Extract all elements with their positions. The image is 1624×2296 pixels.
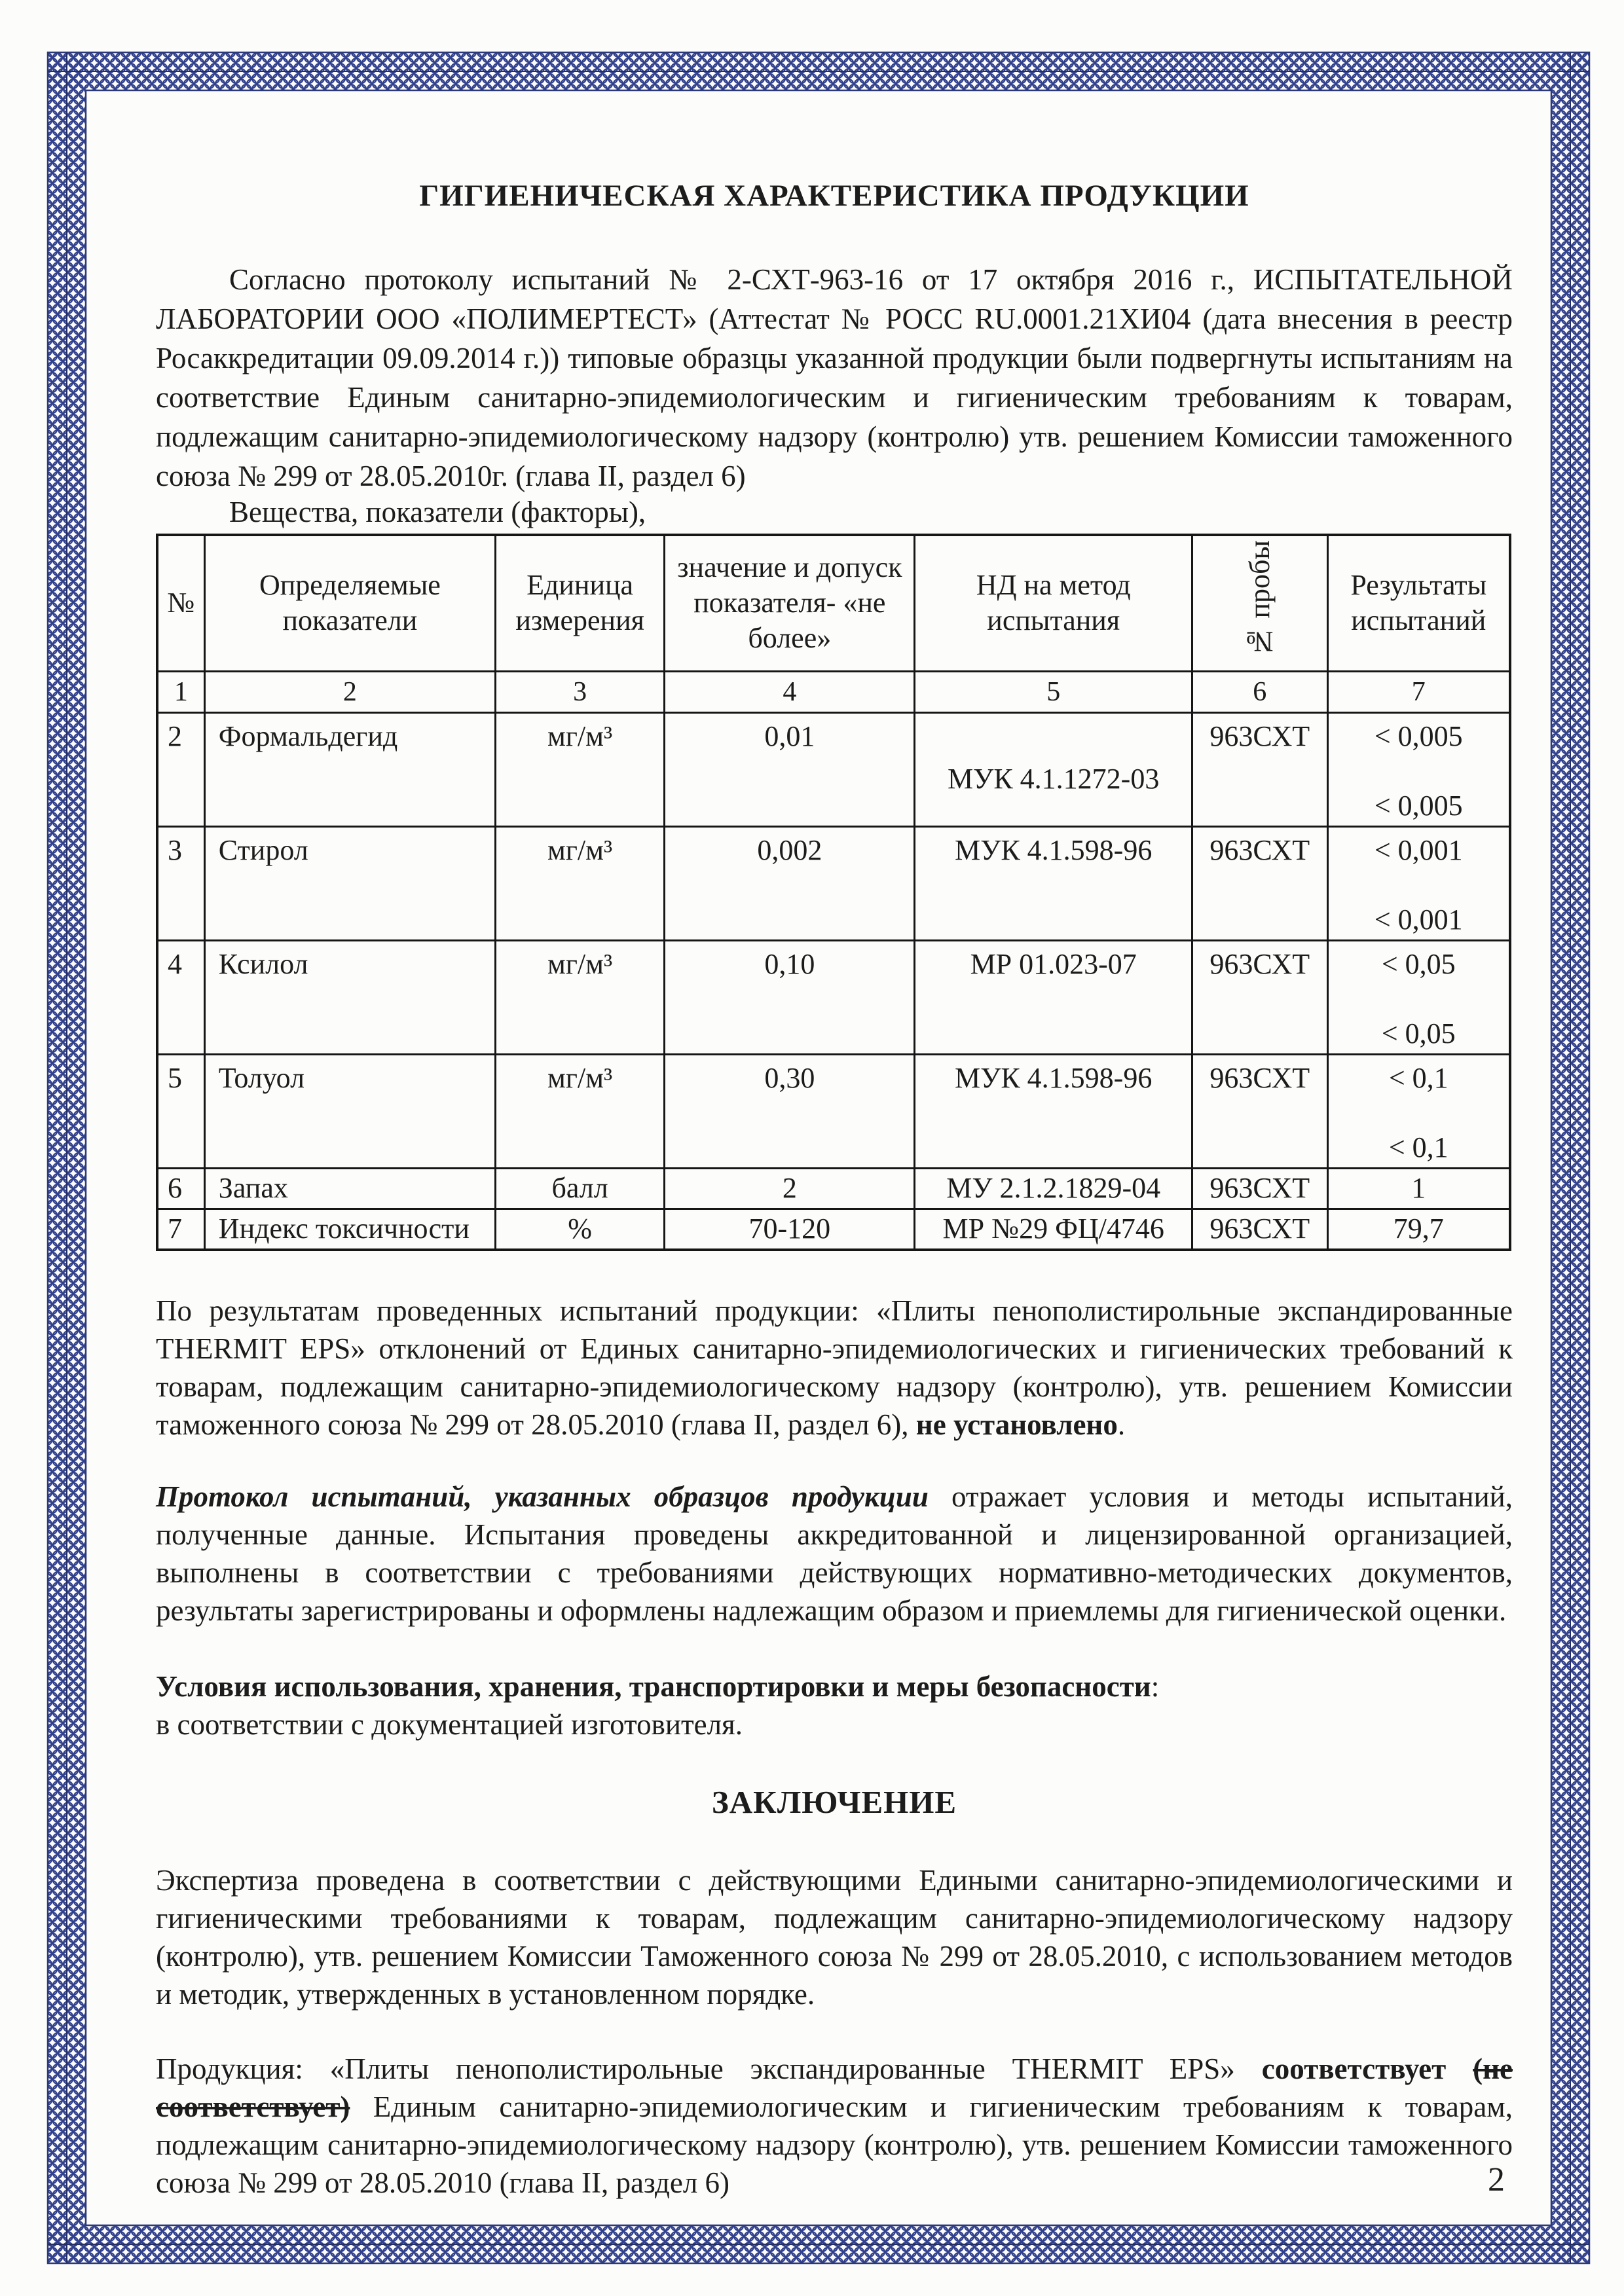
col-number: 3 — [495, 671, 664, 712]
row-substance: Запах — [204, 1168, 495, 1209]
result-value: < 0,001 — [1374, 833, 1463, 866]
row-results — [1327, 712, 1510, 826]
results-paragraph — [156, 1292, 1513, 1444]
conditions-colon: : — [1151, 1669, 1160, 1703]
row-limit: 70-120 — [665, 1209, 915, 1250]
table-row — [157, 1209, 1510, 1250]
protocol-lead: Протокол испытаний, указанных образцов продукции — [156, 1480, 929, 1513]
row-limit: 0,10 — [665, 940, 915, 1054]
row-index: 2 — [157, 712, 204, 826]
row-sample: 963СХТ — [1192, 1168, 1327, 1209]
protocol-rest: отражает условия и методы испытаний, полученные данные. Испытания проведены аккредитованной и лицензированной организацией, выполнены в соответствии с требованиями действующих нормативно-методических документов, результаты зарегистрированы и оформлены надлежащим образом и приемлемы для гигиенической оценки. — [156, 1480, 1513, 1627]
row-substance: Стирол — [204, 826, 495, 940]
conditions-line: в соответствии с документацией изготовителя. — [156, 1707, 743, 1741]
vertical-label: № пробы — [1243, 540, 1276, 658]
protocol-paragraph — [156, 1478, 1513, 1630]
row-unit: мг/м³ — [495, 826, 664, 940]
row-unit: мг/м³ — [495, 940, 664, 1054]
page-number: 2 — [1488, 2161, 1505, 2198]
row-unit: % — [495, 1209, 664, 1250]
col-number: 5 — [915, 671, 1192, 712]
results-table — [156, 534, 1511, 1251]
results-text: По результатам проведенных испытаний продукции: «Плиты пенополистирольные экспандированные THERMIT EPS» отклонений от Единых санитарно-эпидемиологических и гигиенических требований к товарам, подлежащим санитарно-эпидемиологическому надзору (контролю), утв. решением Комиссии таможенного союза № 299 от 28.05.2010 (глава II, раздел 6), — [156, 1294, 1513, 1441]
row-substance: Ксилол — [204, 940, 495, 1054]
table-row — [157, 826, 1510, 940]
header-unit: Единица измерения — [495, 535, 664, 671]
product-text: Продукция: «Плиты пенополистирольные экспандированные THERMIT EPS» — [156, 2052, 1262, 2085]
result-value: < 0,1 — [1388, 1131, 1449, 1163]
col-number: 1 — [157, 671, 204, 712]
row-limit: 0,30 — [665, 1054, 915, 1168]
column-number-row — [157, 671, 1510, 712]
table-row — [157, 940, 1510, 1054]
results-bold: не установлено — [915, 1408, 1118, 1441]
row-results — [1327, 826, 1510, 940]
row-results — [1327, 940, 1510, 1054]
intro-paragraph: Согласно протоколу испытаний № 2-СХТ-963-16 от 17 октября 2016 г., ИСПЫТАТЕЛЬНОЙ ЛАБОРАТОРИИ ООО «ПОЛИМЕРТЕСТ» (Аттестат № РОСС RU.0001.21ХИ04 (дата внесения в реестр Росаккредитации 09.09.2014 г.)) типовые образцы указанной продукции были подвергнуты испытаниям на соответствие Единым санитарно-эпидемиологическим и гигиеническим требованиям к товарам, подлежащим санитарно-эпидемиологическому надзору (контролю) утв. решением Комиссии таможенного союза № 299 от 28.05.2010г. (глава II, раздел 6) — [156, 263, 1513, 492]
header-sample-number — [1192, 535, 1327, 671]
result-value: < 0,005 — [1374, 789, 1463, 822]
table-caption: Вещества, показатели (факторы), — [229, 496, 646, 528]
row-substance: Формальдегид — [204, 712, 495, 826]
row-sample: 963СХТ — [1192, 940, 1327, 1054]
row-index: 6 — [157, 1168, 204, 1209]
row-unit: мг/м³ — [495, 1054, 664, 1168]
header-limit: значение и допуск показателя- «не более» — [665, 535, 915, 671]
conclusion-heading: ЗАКЛЮЧЕНИЕ — [711, 1783, 957, 1820]
row-index: 3 — [157, 826, 204, 940]
results-tail: . — [1117, 1408, 1126, 1441]
table-row — [157, 1168, 1510, 1209]
table-row — [157, 712, 1510, 826]
header-method: НД на метод испытания — [915, 535, 1192, 671]
header-index: № — [157, 535, 204, 671]
document-body — [156, 178, 1513, 2202]
conditions-paragraph — [156, 1667, 1513, 1743]
conditions-heading: Условия использования, хранения, транспортировки и меры безопасности — [156, 1669, 1151, 1703]
result-value: < 0,05 — [1381, 1017, 1456, 1049]
product-bold: соответствует — [1261, 2052, 1447, 2085]
result-value: < 0,005 — [1374, 720, 1463, 752]
row-method: МУК 4.1.598-96 — [915, 1054, 1192, 1168]
row-limit: 2 — [665, 1168, 915, 1209]
col-number: 4 — [665, 671, 915, 712]
row-index: 4 — [157, 940, 204, 1054]
page-title: ГИГИЕНИЧЕСКАЯ ХАРАКТЕРИСТИКА ПРОДУКЦИИ — [419, 179, 1249, 213]
header-substance: Определяемые показатели — [204, 535, 495, 671]
col-number: 2 — [204, 671, 495, 712]
product-struck: (не соответствует) — [156, 2052, 1513, 2123]
row-sample: 963СХТ — [1192, 1209, 1327, 1250]
result-value: < 0,1 — [1388, 1061, 1449, 1094]
row-limit: 0,01 — [665, 712, 915, 826]
col-number: 7 — [1327, 671, 1510, 712]
row-unit: мг/м³ — [495, 712, 664, 826]
row-method: МР 01.023-07 — [915, 940, 1192, 1054]
result-value: < 0,001 — [1374, 903, 1463, 936]
row-sample: 963СХТ — [1192, 1054, 1327, 1168]
row-results — [1327, 1054, 1510, 1168]
row-method: МР №29 ФЦ/4746 — [915, 1209, 1192, 1250]
result-value: < 0,05 — [1381, 947, 1456, 980]
row-method: МУК 4.1.598-96 — [915, 826, 1192, 940]
row-results: 1 — [1327, 1168, 1510, 1209]
row-method: МУ 2.1.2.1829-04 — [915, 1168, 1192, 1209]
row-substance: Индекс токсичности — [204, 1209, 495, 1250]
row-limit: 0,002 — [665, 826, 915, 940]
row-index: 7 — [157, 1209, 204, 1250]
product-paragraph — [156, 2050, 1513, 2202]
row-method: МУК 4.1.1272-03 — [915, 712, 1192, 826]
product-rest: Единым санитарно-эпидемиологическим и гигиеническим требованиям к товарам, подлежащим санитарно-эпидемиологическому надзору (контролю), утв. решением Комиссии таможенного союза № 299 от 28.05.2010 (глава II, раздел 6) — [156, 2090, 1513, 2199]
row-unit: балл — [495, 1168, 664, 1209]
row-results: 79,7 — [1327, 1209, 1510, 1250]
header-results: Результаты испытаний — [1327, 535, 1510, 671]
col-number: 6 — [1192, 671, 1327, 712]
table-header-row — [157, 535, 1510, 671]
row-sample: 963СХТ — [1192, 712, 1327, 826]
expertise-paragraph: Экспертиза проведена в соответствии с действующими Едиными санитарно-эпидемиологическими и гигиеническими требованиями к товарам, подлежащим санитарно-эпидемиологическому надзору (контролю), утв. решением Комиссии Таможенного союза № 299 от 28.05.2010, с использованием методов и методик, утвержденных в установленном порядке. — [156, 1863, 1513, 2011]
row-substance: Толуол — [204, 1054, 495, 1168]
row-index: 5 — [157, 1054, 204, 1168]
table-row — [157, 1054, 1510, 1168]
row-sample: 963СХТ — [1192, 826, 1327, 940]
